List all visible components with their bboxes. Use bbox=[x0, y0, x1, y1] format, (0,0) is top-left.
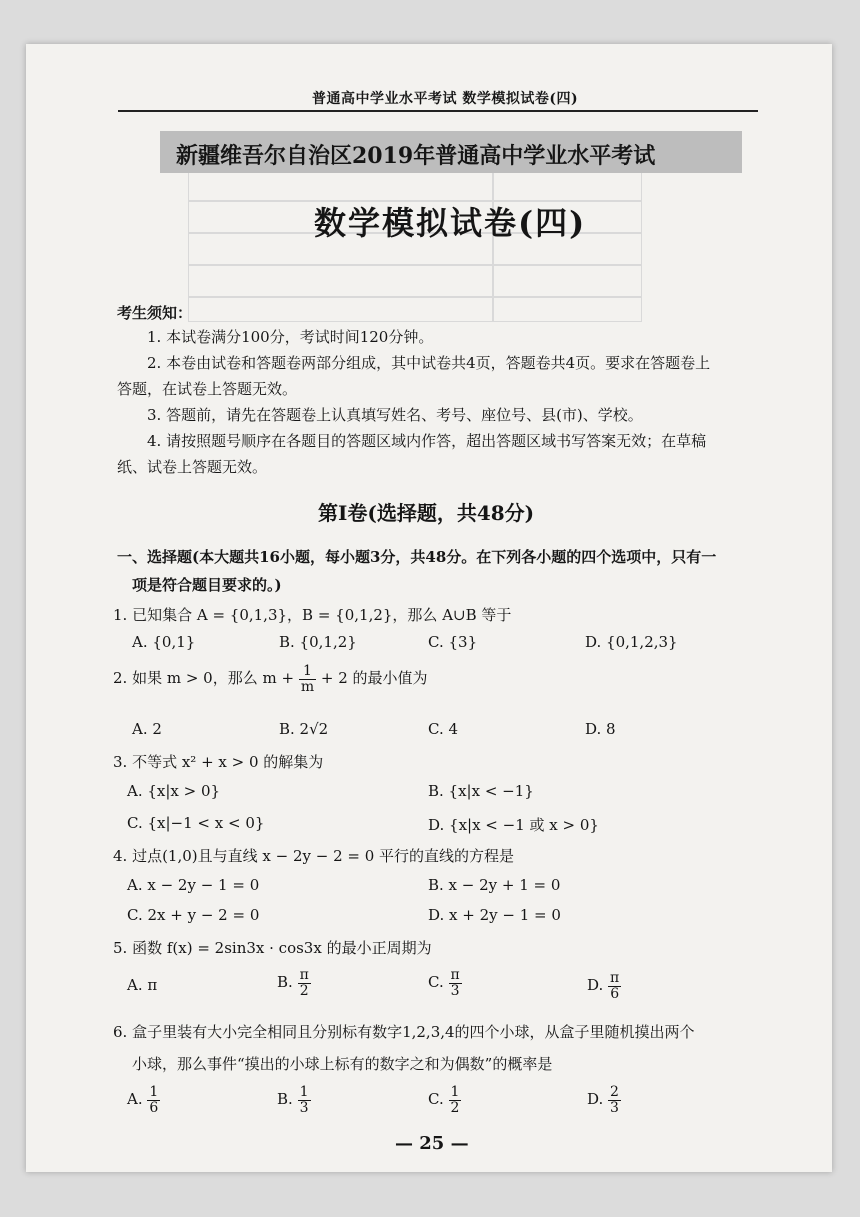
q5-option-c bbox=[428, 968, 462, 998]
notice-item: 1. 本试卷满分100分，考试时间120分钟。 bbox=[147, 328, 434, 346]
q6-d-denominator: 3 bbox=[610, 1099, 619, 1116]
q5-option-c-label: C. bbox=[428, 973, 444, 992]
q6-b-denominator: 3 bbox=[299, 1099, 309, 1116]
q2-option-d: D. 8 bbox=[585, 720, 616, 738]
q5-option-c-fraction bbox=[449, 968, 462, 998]
q5-option-a: A. π bbox=[127, 976, 158, 994]
q5-option-b bbox=[277, 968, 311, 998]
q2-denominator: m bbox=[300, 678, 315, 695]
q6-option-c-label: C. bbox=[428, 1090, 444, 1109]
q6-option-c-fraction bbox=[449, 1085, 462, 1115]
q6-option-a bbox=[127, 1085, 160, 1115]
q5-b-numerator: π bbox=[299, 967, 309, 983]
exam-title: 数学模拟试卷(四) bbox=[314, 204, 587, 242]
q6-option-b-fraction bbox=[298, 1085, 311, 1115]
section-title: 第Ⅰ卷(选择题，共48分) bbox=[318, 501, 535, 525]
q4-option-d: D. x + 2y − 1 = 0 bbox=[428, 906, 561, 924]
q5-option-d-label: D. bbox=[587, 976, 604, 995]
q5-d-numerator: π bbox=[610, 970, 620, 986]
q6-option-d bbox=[587, 1085, 621, 1115]
question-6-stem-cont: 小球，那么事件“摸出的小球上标有的数字之和为偶数”的概率是 bbox=[132, 1055, 553, 1073]
question-3-stem: 3. 不等式 x² + x > 0 的解集为 bbox=[113, 753, 324, 771]
bleed-through-table bbox=[188, 168, 642, 322]
notice-item: 3. 答题前，请先在答题卷上认真填写姓名、考号、座位号、县(市)、学校。 bbox=[147, 406, 643, 424]
q5-option-d bbox=[587, 971, 621, 1001]
q5-option-b-fraction bbox=[298, 968, 311, 998]
q2-numerator: 1 bbox=[299, 664, 316, 680]
question-4-stem: 4. 过点(1,0)且与直线 x − 2y − 2 = 0 平行的直线的方程是 bbox=[113, 847, 515, 865]
q3-option-a: A. {x|x > 0} bbox=[127, 782, 221, 800]
q6-option-d-fraction bbox=[608, 1085, 621, 1115]
q2-option-c: C. 4 bbox=[428, 720, 459, 738]
q2-stem-post: + 2 的最小值为 bbox=[320, 669, 428, 688]
q6-option-a-fraction bbox=[147, 1085, 160, 1115]
q6-d-numerator: 2 bbox=[610, 1084, 619, 1100]
q5-option-d-fraction bbox=[608, 971, 621, 1001]
notice-item: 4. 请按照题号顺序在各题目的答题区域内作答，超出答题区域书写答案无效；在草稿 bbox=[147, 432, 707, 450]
q6-c-numerator: 1 bbox=[450, 1084, 460, 1100]
bleed-through-rule bbox=[492, 168, 494, 322]
header-rule bbox=[118, 110, 758, 112]
page-number: — 25 — bbox=[395, 1133, 469, 1154]
q1-option-b: B. {0,1,2} bbox=[279, 633, 357, 651]
q6-option-c bbox=[428, 1085, 461, 1115]
q4-option-a: A. x − 2y − 1 = 0 bbox=[127, 876, 260, 894]
q1-option-d: D. {0,1,2,3} bbox=[585, 633, 678, 651]
bleed-through-rule bbox=[188, 264, 642, 266]
notice-item: 2. 本卷由试卷和答题卷两部分组成，其中试卷共4页，答题卷共4页。要求在答题卷上 bbox=[147, 354, 711, 372]
q5-b-denominator: 2 bbox=[299, 982, 309, 999]
q3-option-b: B. {x|x < −1} bbox=[428, 782, 534, 800]
notice-item: 答题，在试卷上答题无效。 bbox=[117, 380, 298, 398]
q4-option-b: B. x − 2y + 1 = 0 bbox=[428, 876, 561, 894]
q5-option-b-label: B. bbox=[277, 973, 293, 992]
q6-option-b bbox=[277, 1085, 311, 1115]
bleed-through-rule bbox=[188, 296, 642, 298]
notice-heading: 考生须知： bbox=[117, 304, 193, 322]
question-6-stem: 6. 盒子里装有大小完全相同且分别标有数字1,2,3,4的四个小球，从盒子里随机摸出两个 bbox=[113, 1023, 695, 1041]
part-instructions: 一、选择题(本大题共16小题，每小题3分，共48分。在下列各小题的四个选项中，只有一 bbox=[117, 548, 717, 566]
question-1-stem: 1. 已知集合 A = {0,1,3}，B = {0,1,2}，那么 A∪B 等于 bbox=[113, 606, 512, 624]
q6-a-denominator: 6 bbox=[149, 1099, 159, 1116]
q1-option-c: C. {3} bbox=[428, 633, 478, 651]
part-instructions-cont: 项是符合题目要求的。) bbox=[132, 576, 282, 594]
q6-option-b-label: B. bbox=[277, 1090, 293, 1109]
q5-c-numerator: π bbox=[450, 967, 460, 983]
q6-a-numerator: 1 bbox=[149, 1084, 159, 1100]
q2-stem-pre: 2. 如果 m > 0，那么 m + bbox=[113, 669, 295, 688]
question-2-stem bbox=[113, 664, 428, 694]
q5-d-denominator: 6 bbox=[610, 985, 620, 1002]
question-5-stem: 5. 函数 f(x) = 2sin3x · cos3x 的最小正周期为 bbox=[113, 939, 432, 957]
q2-fraction bbox=[299, 664, 316, 694]
q6-b-numerator: 1 bbox=[299, 1084, 309, 1100]
banner-text: 新疆维吾尔自治区2019年普通高中学业水平考试 bbox=[176, 143, 656, 169]
q6-c-denominator: 2 bbox=[450, 1099, 460, 1116]
q1-option-a: A. {0,1} bbox=[132, 633, 196, 651]
q3-option-d: D. {x|x < −1 或 x > 0} bbox=[428, 816, 599, 834]
q5-c-denominator: 3 bbox=[450, 982, 460, 999]
q2-option-a: A. 2 bbox=[132, 720, 162, 738]
running-header: 普通高中学业水平考试 数学模拟试卷(四) bbox=[312, 91, 579, 107]
q2-option-b: B. 2√2 bbox=[279, 720, 329, 738]
notice-item: 纸、试卷上答题无效。 bbox=[117, 458, 268, 476]
q4-option-c: C. 2x + y − 2 = 0 bbox=[127, 906, 260, 924]
q6-option-a-label: A. bbox=[127, 1090, 143, 1109]
q6-option-d-label: D. bbox=[587, 1090, 604, 1109]
q3-option-c: C. {x|−1 < x < 0} bbox=[127, 814, 265, 832]
